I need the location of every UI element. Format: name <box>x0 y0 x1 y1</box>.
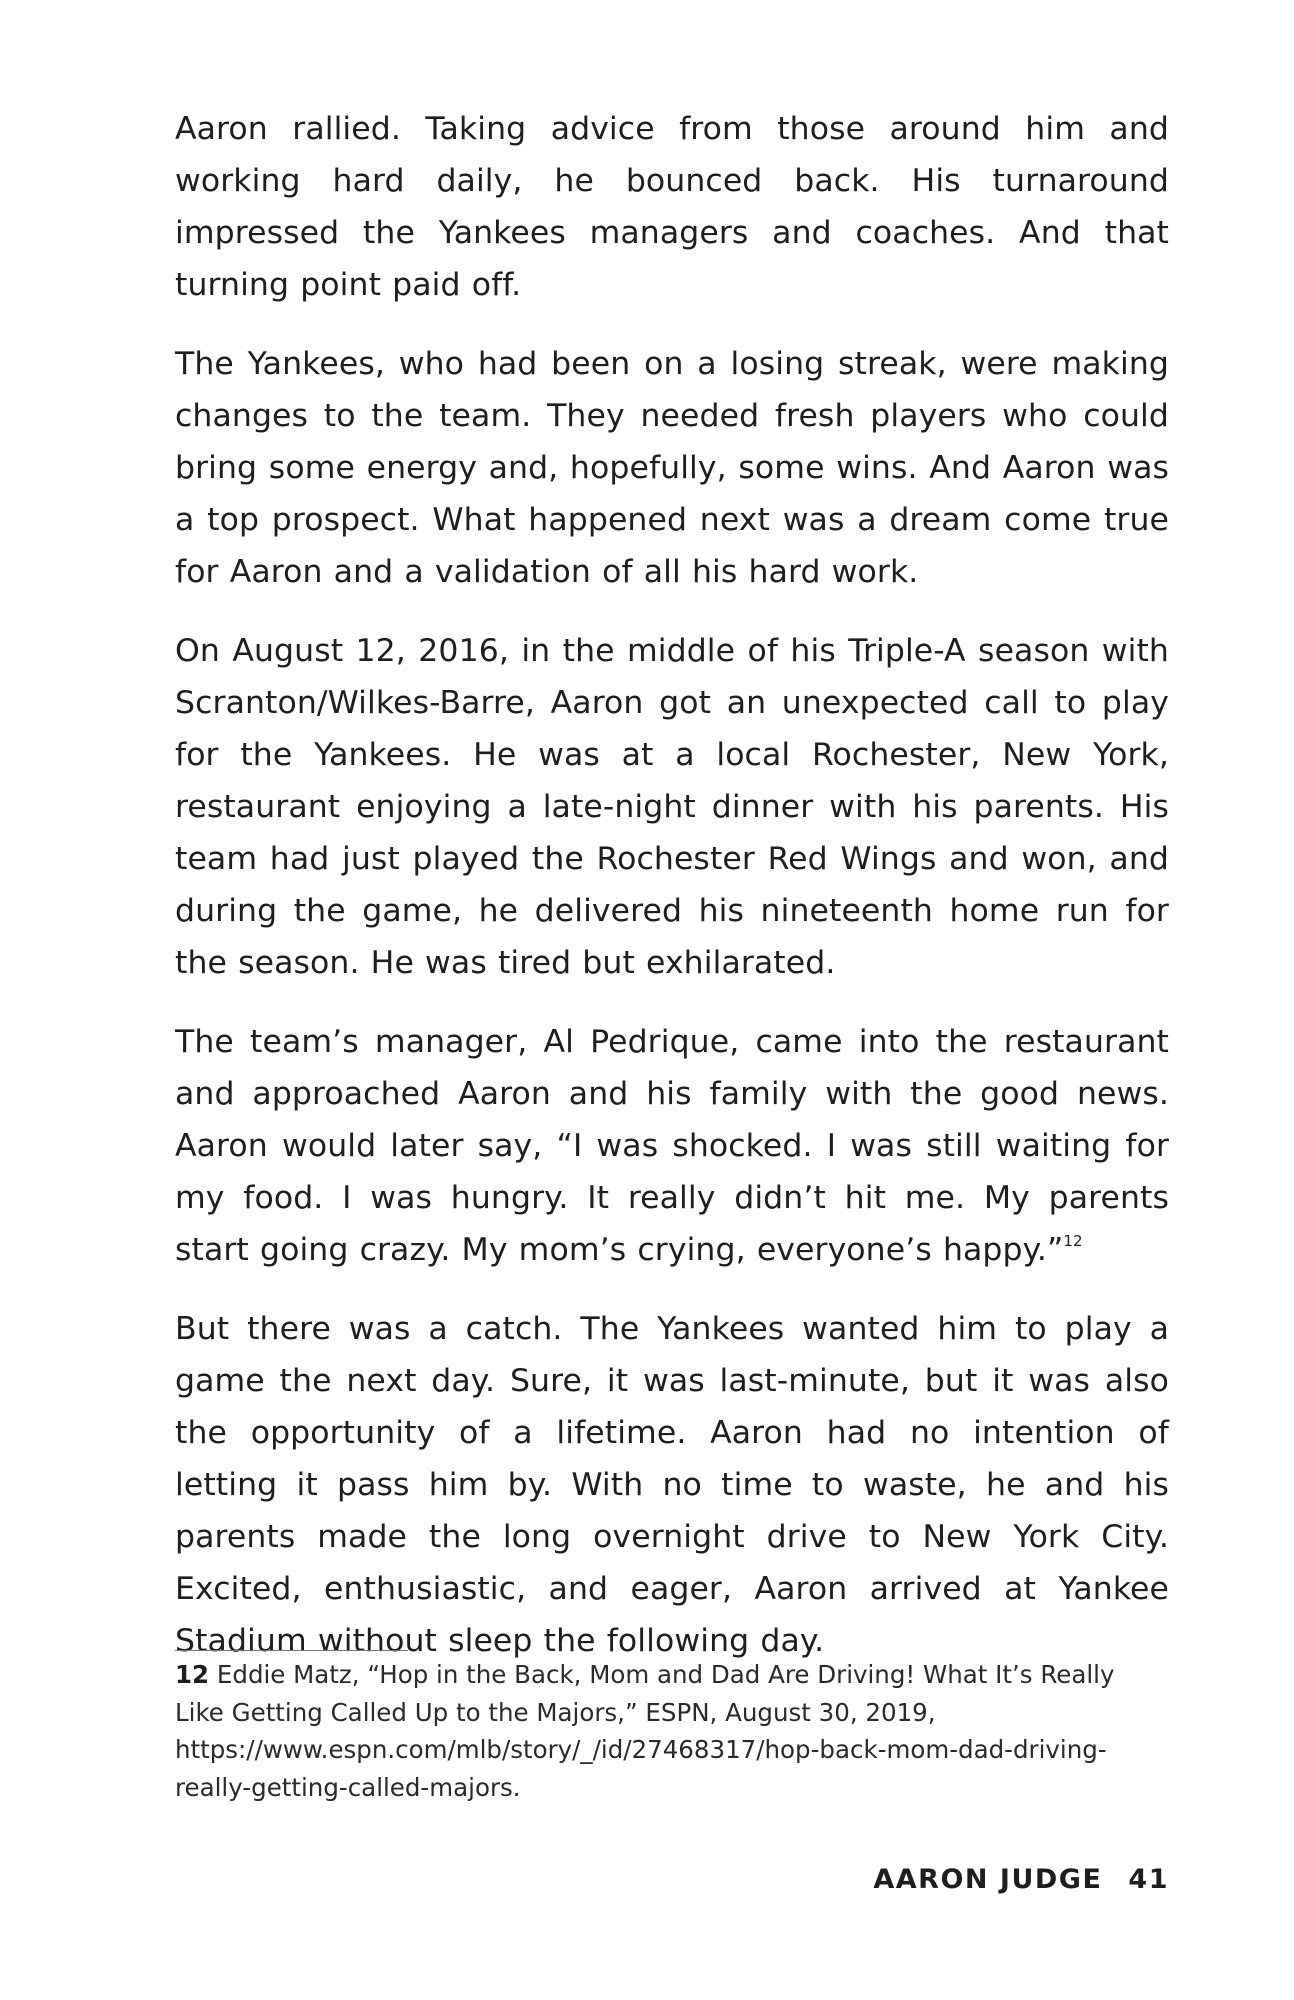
body-text <box>175 103 1169 1694</box>
footnote-divider <box>175 1650 408 1651</box>
footnote-text: Eddie Matz, “Hop in the Back, Mom and Dad Are Driving! What It’s Really Like Getting Called Up to the Majors,” ESPN, August 30, 2019, https://www.espn.com/mlb/story/_/id/27468317/hop-back-mom-dad-driving-really-getting-called-majors. <box>175 1660 1115 1802</box>
paragraph-2: The Yankees, who had been on a losing streak, were making changes to the team. They needed fresh players who could bring some energy and, hopefully, some wins. And Aaron was a top prospect. What happened next was a dream come true for Aaron and a validation of all his hard work. <box>175 346 1169 590</box>
paragraph-4 <box>175 1016 1169 1276</box>
footnote-number: 12 <box>175 1660 210 1689</box>
paragraph-4-text: The team’s manager, Al Pedrique, came into the restaurant and approached Aaron and his family with the good news. Aaron would later say, “I was shocked. I was still waiting for my food. I was hungry. It really didn’t hit me. My parents start going crazy. My mom’s crying, everyone’s happy.” <box>175 1024 1169 1268</box>
footnote-reference: 12 <box>1063 1232 1083 1250</box>
running-footer <box>873 1864 1169 1895</box>
paragraph-5: But there was a catch. The Yankees wanted him to play a game the next day. Sure, it was last-minute, but it was also the opportunity of a lifetime. Aaron had no intention of letting it pass him by. With no time to waste, he and his parents made the long overnight drive to New York City. Excited, enthusiastic, and eager, Aaron arrived at Yankee Stadium without sleep the following day. <box>175 1311 1169 1659</box>
footnote <box>175 1656 1145 1806</box>
page-number: 41 <box>1128 1864 1169 1895</box>
running-title: AARON JUDGE <box>873 1864 1103 1895</box>
paragraph-1: Aaron rallied. Taking advice from those around him and working hard daily, he bounced back. His turnaround impressed the Yankees managers and coaches. And that turning point paid off. <box>175 111 1169 303</box>
paragraph-3: On August 12, 2016, in the middle of his Triple-A season with Scranton/Wilkes-Barre, Aaron got an unexpected call to play for the Yankees. He was at a local Rochester, New York, restaurant enjoying a late-night dinner with his parents. His team had just played the Rochester Red Wings and won, and during the game, he delivered his nineteenth home run for the season. He was tired but exhilarated. <box>175 633 1169 981</box>
